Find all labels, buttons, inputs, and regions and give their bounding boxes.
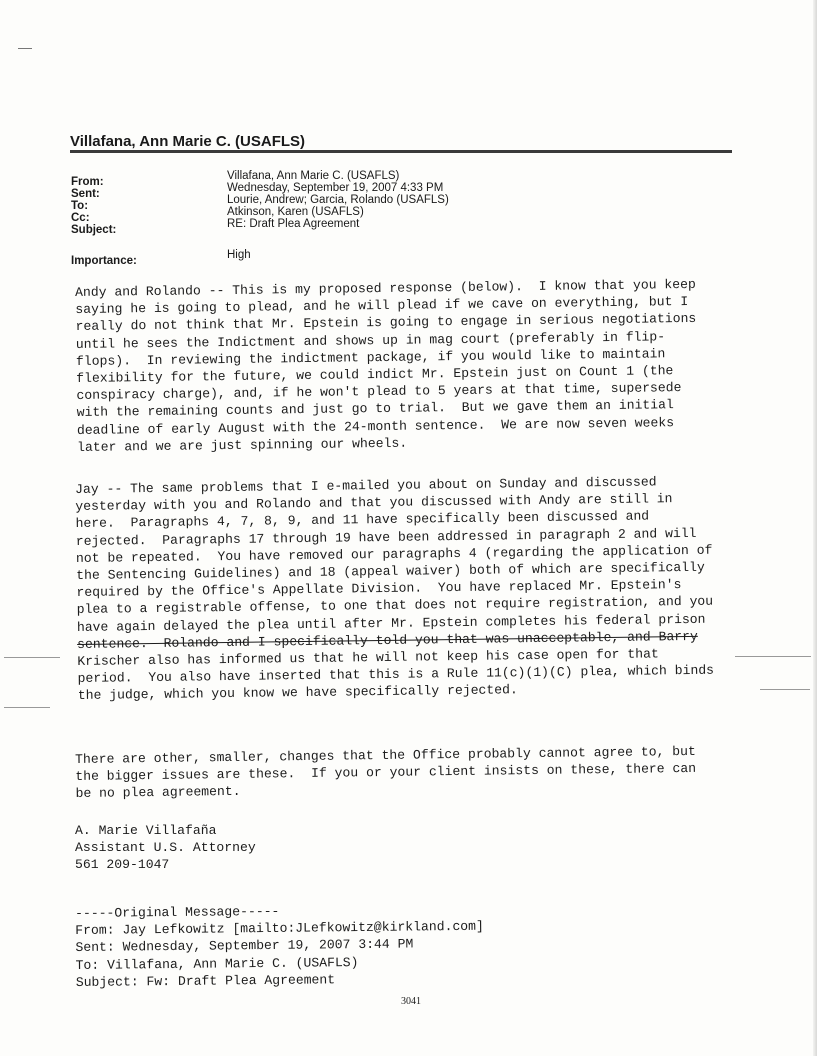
body-line: later and we are just spinning our wheels. xyxy=(77,435,408,455)
scan-artifact-line xyxy=(735,656,811,657)
original-sent: Sent: Wednesday, September 19, 2007 3:44 PM xyxy=(75,936,414,956)
body-line: with the remaining counts and just go to trial. But we gave them an initial xyxy=(76,397,674,421)
original-to: To: Villafana, Ann Marie C. (USAFLS) xyxy=(75,954,359,973)
body-line: the bigger issues are these. If you or your client insists on these, there can xyxy=(75,761,697,785)
body-line: Jay -- The same problems that I e-mailed you about on Sunday and discussed xyxy=(75,474,657,497)
body-line: until he sees the Indictment and shows up in mag court (preferably in flip- xyxy=(75,328,666,352)
sent-label: Sent: xyxy=(71,188,100,200)
body-line: the Sentencing Guidelines) and 18 (appeal waiver) both of which are specifically xyxy=(76,559,705,583)
body-paragraph-2 xyxy=(75,473,714,705)
signature-title: Assistant U.S. Attorney xyxy=(75,840,256,856)
body-line: period. You also have inserted that this is a Rule 11(c)(1)(C) plea, which binds xyxy=(77,662,715,687)
original-message-header xyxy=(75,901,484,991)
scan-artifact-line xyxy=(4,657,60,658)
body-paragraph-3 xyxy=(75,743,696,803)
body-line: flexibility for the future, we could indict Mr. Epstein just on Count 1 (the xyxy=(76,363,674,386)
scan-artifact-line xyxy=(4,707,50,708)
from-label: From: xyxy=(71,176,104,188)
body-line: have again delayed the plea until after Mr. Epstein completes his federal prison xyxy=(76,611,706,635)
subject-label: Subject: xyxy=(71,224,117,236)
heading-rule xyxy=(70,150,732,153)
body-line: rejected. Paragraphs 17 through 19 have been addressed in paragraph 2 and will xyxy=(75,525,697,549)
importance-value: High xyxy=(227,249,251,261)
body-paragraph-1 xyxy=(75,276,698,456)
page-edge-shadow xyxy=(813,0,817,1056)
to-label: To: xyxy=(71,200,89,212)
scan-mark xyxy=(18,48,32,49)
scan-artifact-line xyxy=(760,689,810,690)
body-line: Krischer also has informed us that he will not keep his case open for that xyxy=(77,646,659,669)
body-line: Andy and Rolando -- This is my proposed response (below). I know that you keep xyxy=(75,276,696,300)
original-subject: Subject: Fw: Draft Plea Agreement xyxy=(75,972,336,990)
original-message-divider: -----Original Message----- xyxy=(75,903,280,921)
body-line: yesterday with you and Rolando and that you discussed with Andy are still in xyxy=(75,491,673,515)
body-line: not be repeated. You have removed our paragraphs 4 (regarding the application of xyxy=(75,542,713,566)
importance-label: Importance: xyxy=(71,255,137,267)
signature-block xyxy=(75,822,256,874)
signature-name: A. Marie Villafaña xyxy=(75,823,217,838)
body-line: the judge, which you know we have specifically rejected. xyxy=(77,682,518,704)
body-line: deadline of early August with the 24-month sentence. We are now seven weeks xyxy=(76,414,675,438)
from-value: Villafana, Ann Marie C. (USAFLS) xyxy=(227,170,400,182)
body-line: be no plea agreement. xyxy=(75,784,241,802)
body-line: There are other, smaller, changes that the Office probably cannot agree to, but xyxy=(75,743,696,767)
cc-label: Cc: xyxy=(71,212,90,224)
sender-name-heading: Villafana, Ann Marie C. (USAFLS) xyxy=(70,133,306,150)
cc-value: Atkinson, Karen (USAFLS) xyxy=(227,206,364,218)
page-number: 3041 xyxy=(401,996,421,1007)
to-value: Lourie, Andrew; Garcia, Rolando (USAFLS) xyxy=(227,194,449,206)
original-from: From: Jay Lefkowitz [mailto:JLefkowitz@kirkland.com] xyxy=(75,918,484,939)
body-line: flops). In reviewing the indictment package, if you would like to maintain xyxy=(75,346,666,369)
signature-phone: 561 209-1047 xyxy=(75,857,170,873)
body-line: really do not think that Mr. Epstein is going to engage in serious negotiations xyxy=(75,311,697,335)
body-line: saying he is going to plead, and he will plead if we cave on everything, but I xyxy=(75,294,689,318)
body-line: required by the Office's Appellate Division. You have replaced Mr. Epstein's xyxy=(76,577,682,601)
body-line: conspiracy charge), and, if he won't plead to 5 years at that time, supersede xyxy=(76,380,682,404)
subject-value: RE: Draft Plea Agreement xyxy=(227,218,360,230)
body-line-struck: sentence. Rolando and I specifically told you that was unacceptable, and Barry xyxy=(77,628,698,652)
sent-value: Wednesday, September 19, 2007 4:33 PM xyxy=(227,182,444,194)
body-line: plea to a registrable offense, to one that does not require registration, and you xyxy=(76,593,714,618)
body-line: here. Paragraphs 4, 7, 8, 9, and 11 have specifically been discussed and xyxy=(75,508,650,532)
